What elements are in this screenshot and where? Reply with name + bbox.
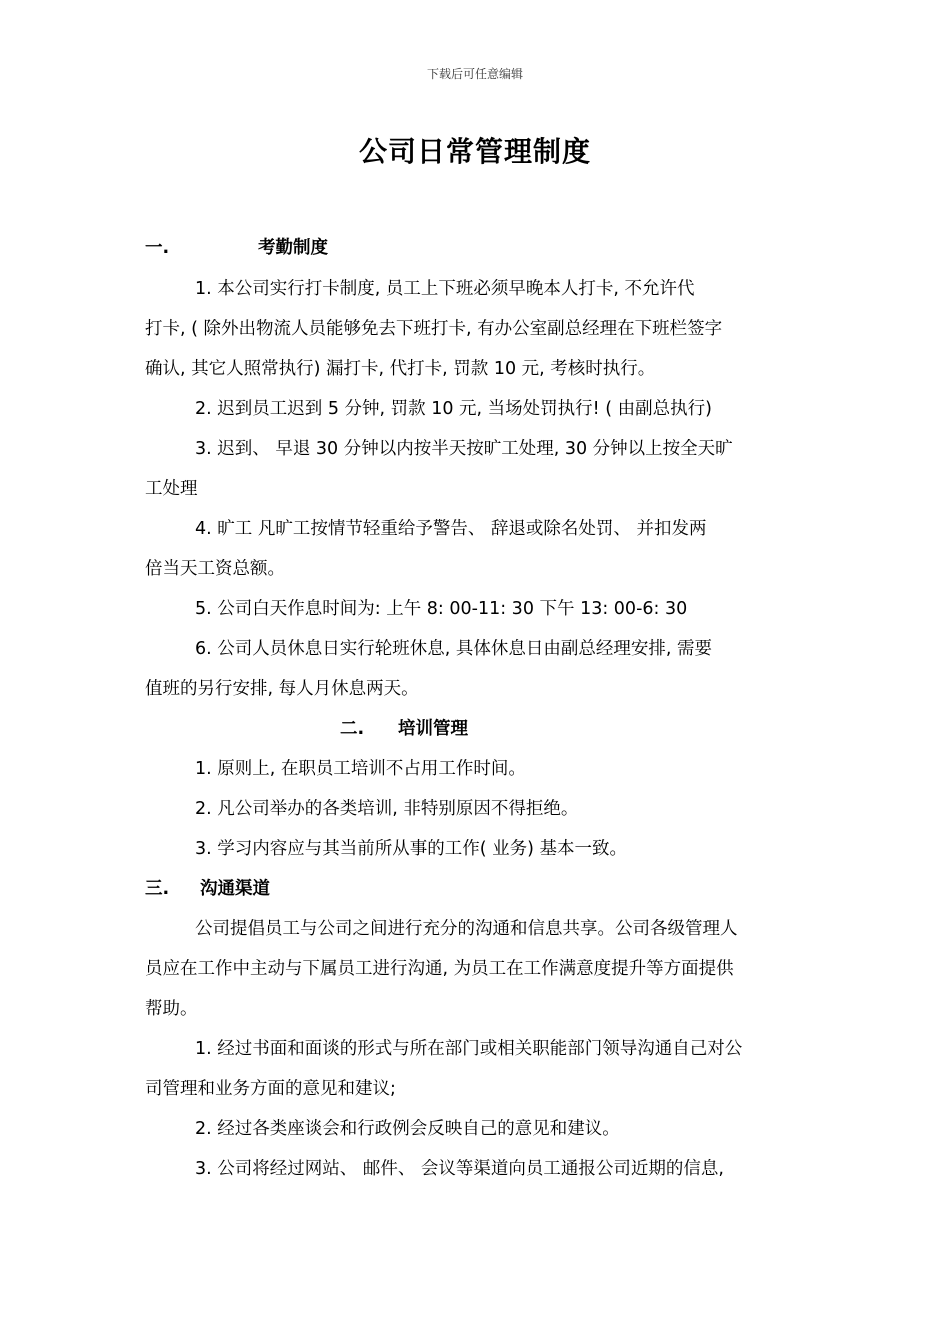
section-3-number: 三. <box>145 879 170 899</box>
paragraph-line: 员应在工作中主动与下属员工进行沟通, 为员工在工作满意度提升等方面提供 <box>145 959 734 979</box>
paragraph-line: 2. 迟到员工迟到 5 分钟, 罚款 10 元, 当场处罚执行! ( 由副总执行) <box>195 399 712 419</box>
paragraph-line: 5. 公司白天作息时间为: 上午 8: 00-11: 30 下午 13: 00-6: 30 <box>195 599 688 619</box>
paragraph-line: 帮助。 <box>145 999 198 1019</box>
paragraph-line: 打卡, ( 除外出物流人员能够免去下班打卡, 有办公室副总经理在下班栏签字 <box>145 319 723 339</box>
paragraph-line: 确认, 其它人照常执行) 漏打卡, 代打卡, 罚款 10 元, 考核时执行。 <box>145 359 656 379</box>
document-title: 公司日常管理制度 <box>358 135 591 168</box>
paragraph-line: 公司提倡员工与公司之间进行充分的沟通和信息共享。公司各级管理人 <box>195 919 738 939</box>
section-1-heading: 考勤制度 <box>258 238 328 258</box>
paragraph-line: 司管理和业务方面的意见和建议; <box>145 1079 396 1099</box>
section-3-heading: 沟通渠道 <box>200 879 270 899</box>
paragraph-line: 倍当天工资总额。 <box>145 559 285 579</box>
paragraph-line: 3. 迟到、 早退 30 分钟以内按半天按旷工处理, 30 分钟以上按全天旷 <box>195 439 733 459</box>
paragraph-line: 1. 经过书面和面谈的形式与所在部门或相关职能部门领导沟通自己对公 <box>195 1039 743 1059</box>
paragraph-line: 6. 公司人员休息日实行轮班休息, 具体休息日由副总经理安排, 需要 <box>195 639 713 659</box>
list-item: 2. 凡公司举办的各类培训, 非特别原因不得拒绝。 <box>195 799 579 819</box>
page-header: 下载后可任意编辑 <box>426 67 523 81</box>
paragraph-line: 值班的另行安排, 每人月休息两天。 <box>145 679 419 699</box>
paragraph-line: 2. 经过各类座谈会和行政例会反映自己的意见和建议。 <box>195 1119 620 1139</box>
section-2-number: 二. <box>340 719 365 739</box>
paragraph-line: 工处理 <box>145 479 198 499</box>
list-item: 3. 学习内容应与其当前所从事的工作( 业务) 基本一致。 <box>195 839 628 859</box>
paragraph-line: 3. 公司将经过网站、 邮件、 会议等渠道向员工通报公司近期的信息, <box>195 1159 724 1179</box>
paragraph-line: 4. 旷工 凡旷工按情节轻重给予警告、 辞退或除名处罚、 并扣发两 <box>195 519 707 539</box>
list-item: 1. 原则上, 在职员工培训不占用工作时间。 <box>195 759 526 779</box>
paragraph-line: 1. 本公司实行打卡制度, 员工上下班必须早晚本人打卡, 不允许代 <box>195 279 695 299</box>
section-2-heading: 培训管理 <box>398 719 468 739</box>
section-1-number: 一. <box>145 238 170 258</box>
